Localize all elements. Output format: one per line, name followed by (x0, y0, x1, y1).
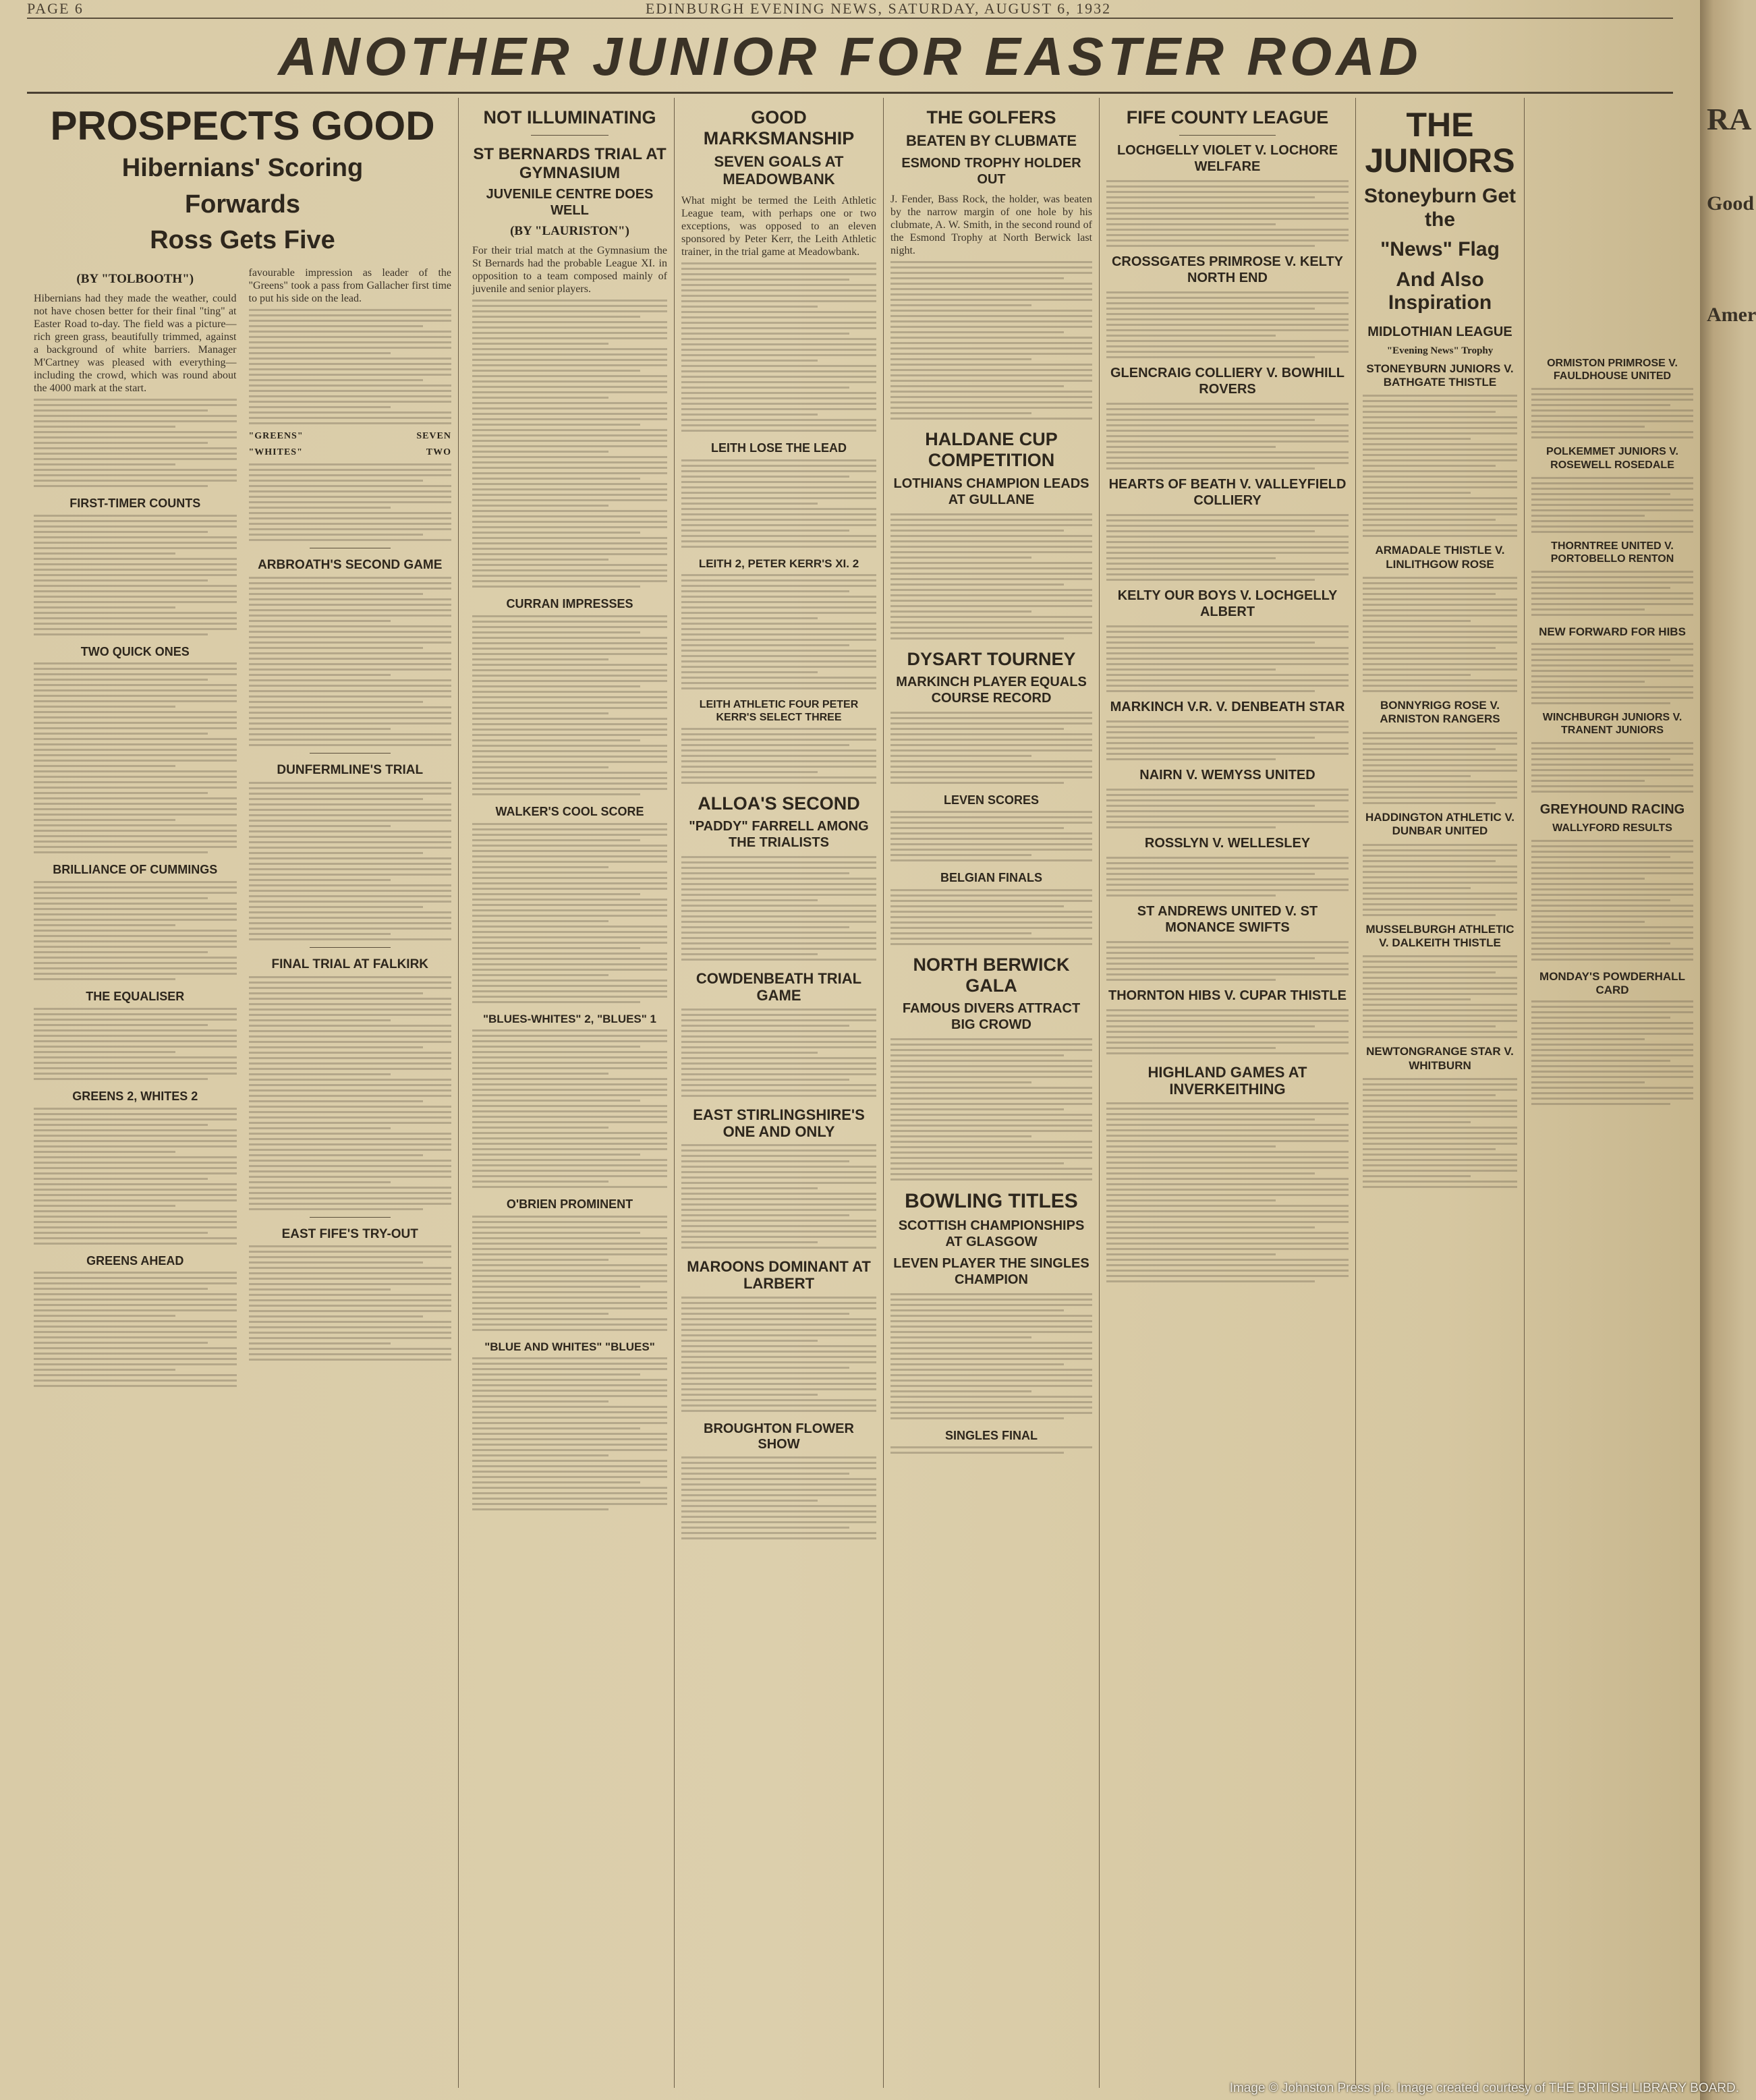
st-bernards-intro: For their trial match at the Gymnasium the St Bernards had the probable League XI. in opposition to a team composed mainly of juvenile and senior players. (472, 245, 667, 295)
page-number: PAGE 6 (27, 0, 84, 17)
section-singles-final: SINGLES FINAL (944, 1428, 1038, 1442)
article-intro: Hibernians had they made the weather, could not have chosen better for their final "ting" at Easter Road to-day. The field was a picture—rich green grass, beautifully trimmed, against a background of white barriers. Manager M'Cartney was pleased with everything—including the crowd, which was round about the 4000 mark at the start. (34, 293, 237, 395)
byline-lauriston: (BY "LAURISTON") (510, 224, 629, 239)
image-credit: Image © Johnston Press plc. Image created courtesy of THE BRITISH LIBRARY BOARD. (1229, 2081, 1739, 2095)
section-the-equaliser: THE EQUALISER (86, 990, 185, 1004)
deck-famous-divers: FAMOUS DIVERS ATTRACT BIG CROWD (902, 1001, 1081, 1033)
section-obrien-prominent: O'BRIEN PROMINENT (506, 1197, 633, 1212)
headline-not-illuminating: NOT ILLUMINATING (483, 107, 656, 127)
match-musselburgh: MUSSELBURGH ATHLETIC V. DALKEITH THISTLE (1365, 922, 1514, 950)
match-armadale: ARMADALE THISTLE V. LINLITHGOW ROSE (1375, 544, 1505, 571)
section-powderhall-card: MONDAY'S POWDERHALL CARD (1539, 970, 1685, 996)
result-whites-score: TWO (426, 447, 451, 458)
match-lochgelly-violet: LOCHGELLY VIOLET V. LOCHORE WELFARE (1116, 143, 1338, 175)
column-golfers (884, 98, 1100, 2088)
section-blue-and-whites-result: "BLUE AND WHITES" "BLUES" (484, 1340, 655, 1353)
match-polkemmet: POLKEMMET JUNIORS V. ROSEWELL ROSEDALE (1546, 446, 1678, 471)
section-highland-games: HIGHLAND GAMES AT INVERKEITHING (1148, 1064, 1307, 1098)
column-fife-county (1100, 98, 1356, 2088)
section-arbroath: ARBROATH'S SECOND GAME (258, 558, 443, 573)
headline-the-juniors: THE JUNIORS (1365, 106, 1515, 179)
deck-beaten-by-clubmate: BEATEN BY CLUBMATE (906, 132, 1077, 150)
match-ormiston: ORMISTON PRIMROSE V. FAULDHOUSE UNITED (1547, 358, 1678, 382)
headline-prospects-good: PROSPECTS GOOD (50, 103, 435, 148)
column-the-juniors (1356, 98, 1525, 2088)
page-banner-headline: ANOTHER JUNIOR FOR EASTER ROAD (278, 26, 1422, 86)
banner-rule (27, 92, 1673, 94)
column-good-marksmanship (675, 98, 884, 2088)
section-broughton-flower-show: BROUGHTON FLOWER SHOW (704, 1421, 854, 1452)
match-stoneyburn: STONEYBURN JUNIORS V. BATHGATE THISTLE (1366, 362, 1514, 389)
match-kelty-our-boys: KELTY OUR BOYS V. LOCHGELLY ALBERT (1117, 588, 1338, 620)
match-glencraig: GLENCRAIG COLLIERY V. BOWHILL ROVERS (1110, 366, 1345, 397)
byline-tolbooth: (BY "TOLBOOTH") (76, 272, 194, 287)
section-falkirk: FINAL TRIAL AT FALKIRK (271, 957, 429, 971)
edge-fragment-amer: Amer (1707, 304, 1756, 326)
section-new-forward-for-hibs: NEW FORWARD FOR HIBS (1539, 625, 1686, 639)
match-rosslyn: ROSSLYN V. WELLESLEY (1144, 836, 1311, 851)
edge-fragment-good: Good (1707, 192, 1755, 215)
match-newtongrange: NEWTONGRANGE STAR V. WHITBURN (1366, 1045, 1514, 1072)
section-curran-impresses: CURRAN IMPRESSES (506, 597, 633, 611)
section-dysart-tourney: DYSART TOURNEY (907, 648, 1076, 669)
match-nairn: NAIRN V. WEMYSS UNITED (1139, 768, 1315, 783)
section-leith-result: LEITH ATHLETIC FOUR PETER KERR'S SELECT THREE (699, 699, 859, 723)
facing-page-edge (1700, 0, 1756, 2100)
deck-lothians-champion: LOTHIANS CHAMPION LEADS AT GULLANE (893, 476, 1089, 507)
section-brilliance-of-cummings: BRILLIANCE OF CUMMINGS (53, 863, 218, 877)
section-dunfermline: DUNFERMLINE'S TRIAL (277, 762, 424, 777)
section-leven-scores: LEVEN SCORES (943, 793, 1040, 807)
match-haddington: HADDINGTON ATHLETIC V. DUNBAR UNITED (1365, 810, 1514, 838)
section-maroons-dominant: MAROONS DOMINANT AT LARBERT (687, 1258, 871, 1293)
article-continuation: favourable impression as leader of the "Greens" took a pass from Gallacher first time to put his side on the lead. (248, 267, 451, 305)
deck-seven-goals: SEVEN GOALS AT MEADOWBANK (714, 153, 844, 188)
section-greens-ahead: GREENS AHEAD (86, 1253, 184, 1268)
subhead-stoneyburn: Stoneyburn Get the (1363, 185, 1516, 231)
section-greyhound-racing: GREYHOUND RACING (1539, 802, 1685, 818)
deck-paddy-farrell: "PADDY" FARRELL AMONG THE TRIALISTS (689, 818, 869, 850)
subhead-news-flag: "News" Flag (1380, 238, 1500, 260)
edge-fragment-ra: RA (1707, 102, 1752, 136)
match-thornton-hibs: THORNTON HIBS V. CUPAR THISTLE (1108, 988, 1347, 1004)
section-cowdenbeath: COWDENBEATH TRIAL GAME (696, 969, 862, 1004)
masthead-date: EDINBURGH EVENING NEWS, SATURDAY, AUGUST 6, 1932 (645, 0, 1112, 17)
result-box (249, 431, 452, 458)
headline-fife-county-league: FIFE COUNTY LEAGUE (1126, 107, 1329, 127)
headline-good-marksmanship: GOOD MARKSMANSHIP (703, 107, 855, 149)
section-blues-whites-score: "BLUES-WHITES" 2, "BLUES" 1 (482, 1012, 657, 1025)
column-junior-results (1525, 98, 1700, 2088)
section-leith-lose-lead: LEITH LOSE THE LEAD (710, 441, 847, 455)
folio-line (27, 0, 1673, 19)
match-markinch: MARKINCH V.R. V. DENBEATH STAR (1110, 700, 1345, 715)
subhead-st-bernards: ST BERNARDS TRIAL AT GYMNASIUM (473, 145, 667, 182)
section-first-timer-counts: FIRST-TIMER COUNTS (69, 496, 201, 511)
result-whites-label: "WHITES" (248, 447, 303, 458)
match-thorntree: THORNTREE UNITED V. PORTOBELLO RENTON (1550, 540, 1674, 565)
deck-juvenile-centre: JUVENILE CENTRE DOES WELL (486, 187, 654, 219)
deck-leven-player: LEVEN PLAYER THE SINGLES CHAMPION (893, 1255, 1089, 1287)
column-not-illuminating (465, 98, 675, 2088)
deck-esmond-trophy: ESMOND TROPHY HOLDER OUT (901, 156, 1081, 188)
deck-scottish-championships: SCOTTISH CHAMPIONSHIPS AT GLASGOW (898, 1218, 1085, 1249)
subhead-inspiration: And Also Inspiration (1388, 268, 1492, 314)
deck-wallyford-results: WALLYFORD RESULTS (1552, 822, 1672, 834)
match-hearts-of-beath: HEARTS OF BEATH V. VALLEYFIELD COLLIERY (1108, 477, 1347, 509)
section-east-stirlingshire: EAST STIRLINGSHIRE'S ONE AND ONLY (693, 1106, 865, 1140)
column-prospects-good (27, 98, 459, 2088)
headline-the-golfers: THE GOLFERS (926, 107, 1056, 127)
subhead-scoring: Hibernians' Scoring (121, 154, 364, 182)
result-greens-label: "GREENS" (248, 431, 304, 442)
match-st-andrews: ST ANDREWS UNITED V. ST MONANCE SWIFTS (1137, 904, 1318, 936)
deck-markinch-player: MARKINCH PLAYER EQUALS COURSE RECORD (896, 674, 1087, 706)
subhead-forwards: Forwards (184, 190, 301, 219)
section-belgian-finals: BELGIAN FINALS (940, 871, 1042, 885)
section-greens-whites: GREENS 2, WHITES 2 (72, 1089, 198, 1103)
section-two-quick-ones: TWO QUICK ONES (80, 644, 190, 658)
section-bowling-titles: BOWLING TITLES (905, 1190, 1078, 1213)
midlothian-league: MIDLOTHIAN LEAGUE (1367, 324, 1512, 339)
section-leith-score: LEITH 2, PETER KERR'S XI. 2 (698, 557, 859, 570)
match-bonnyrigg: BONNYRIGG ROSE V. ARNISTON RANGERS (1380, 699, 1500, 726)
golf-intro: J. Fender, Bass Rock, the holder, was beaten by the narrow margin of one hole by his clubmate, A. W. Smith, in the second round of the Esmond Trophy at North Berwick last night. (890, 194, 1092, 257)
match-winchburgh: WINCHBURGH JUNIORS V. TRANENT JUNIORS (1542, 711, 1682, 736)
section-walkers-cool-score: WALKER'S COOL SCORE (495, 804, 644, 818)
match-crossgates: CROSSGATES PRIMROSE V. KELTY NORTH END (1111, 254, 1344, 286)
section-east-fife: EAST FIFE'S TRY-OUT (281, 1226, 418, 1241)
section-north-berwick-gala: NORTH BERWICK GALA (913, 954, 1070, 996)
evening-news-trophy: "Evening News" Trophy (1386, 345, 1494, 356)
result-greens-score: SEVEN (416, 431, 451, 442)
subhead-ross-gets-five: Ross Gets Five (150, 226, 335, 255)
leith-intro: What might be termed the Leith Athletic League team, with perhaps one or two exceptions, was opposed to an eleven sponsored by Peter Kerr, the Leith Athletic trainer, in the trial game at Meadowbank. (681, 194, 876, 258)
section-alloas-second: ALLOA'S SECOND (698, 793, 860, 814)
section-haldane-cup: HALDANE CUP COMPETITION (925, 429, 1058, 471)
